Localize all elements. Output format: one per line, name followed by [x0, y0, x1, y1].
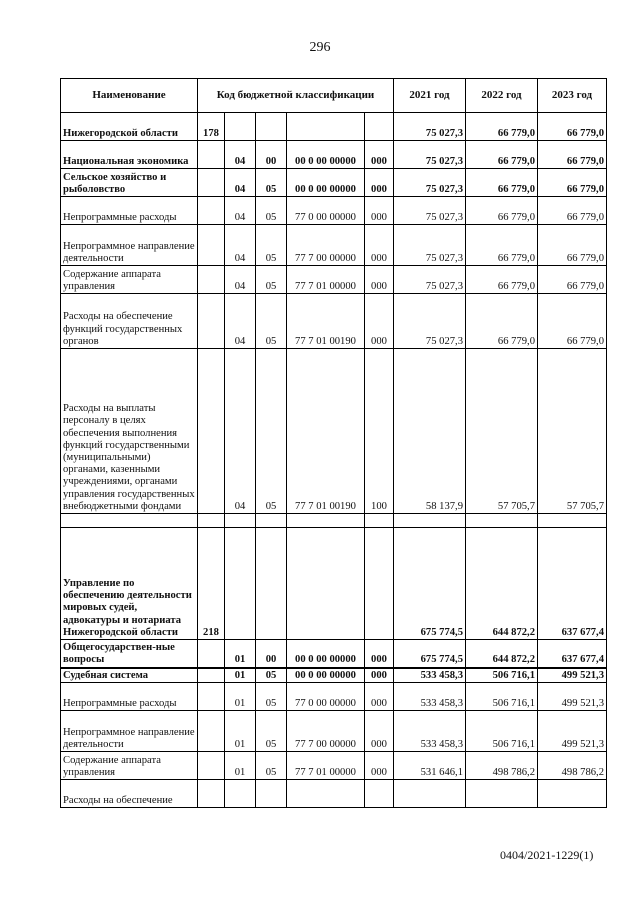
cell-v2023: 66 779,0 [538, 197, 607, 225]
cell-sub [256, 113, 287, 141]
cell-org: 178 [198, 113, 225, 141]
table-header [61, 79, 607, 113]
cell-exp: 000 [365, 169, 394, 197]
cell-name: Непрограммное направление деятельности [61, 711, 198, 752]
cell-sub: 05 [256, 266, 287, 294]
cell-v2021: 75 027,3 [394, 197, 466, 225]
table-body [61, 113, 607, 808]
budget-table [60, 78, 607, 808]
cell-name: Сельское хозяйство и рыболовство [61, 169, 198, 197]
cell-v2023: 57 705,7 [538, 349, 607, 514]
table-row [61, 294, 607, 349]
cell-v2021: 75 027,3 [394, 294, 466, 349]
cell-v2022: 66 779,0 [466, 197, 538, 225]
cell-exp [365, 514, 394, 528]
cell-art: 00 0 00 00000 [287, 668, 365, 683]
cell-sub [256, 514, 287, 528]
table-row [61, 514, 607, 528]
cell-sec [225, 113, 256, 141]
cell-v2022: 644 872,2 [466, 640, 538, 668]
cell-sub: 05 [256, 752, 287, 780]
cell-v2021 [394, 514, 466, 528]
cell-org [198, 640, 225, 668]
cell-v2021: 533 458,3 [394, 683, 466, 711]
cell-name: Расходы на обеспечение [61, 780, 198, 808]
cell-v2023: 66 779,0 [538, 294, 607, 349]
cell-org [198, 141, 225, 169]
page-number: 296 [309, 40, 331, 55]
cell-v2022: 66 779,0 [466, 113, 538, 141]
cell-v2023: 66 779,0 [538, 266, 607, 294]
cell-sec [225, 514, 256, 528]
cell-v2023: 66 779,0 [538, 113, 607, 141]
header-code: Код бюджетной классификации [198, 79, 394, 113]
cell-sub: 05 [256, 197, 287, 225]
header-name: Наименование [61, 79, 198, 113]
cell-v2021: 531 646,1 [394, 752, 466, 780]
cell-art: 77 7 01 00000 [287, 752, 365, 780]
cell-v2021: 75 027,3 [394, 169, 466, 197]
cell-sub [256, 528, 287, 640]
cell-art [287, 113, 365, 141]
cell-v2021: 75 027,3 [394, 141, 466, 169]
cell-v2022: 66 779,0 [466, 266, 538, 294]
table-row [61, 683, 607, 711]
table-row [61, 780, 607, 808]
cell-exp: 000 [365, 197, 394, 225]
cell-sec: 01 [225, 711, 256, 752]
cell-name: Непрограммные расходы [61, 197, 198, 225]
cell-sub [256, 780, 287, 808]
cell-sub: 05 [256, 294, 287, 349]
cell-exp: 100 [365, 349, 394, 514]
cell-v2023 [538, 514, 607, 528]
cell-exp: 000 [365, 711, 394, 752]
cell-art: 77 0 00 00000 [287, 197, 365, 225]
cell-exp: 000 [365, 668, 394, 683]
cell-v2023: 66 779,0 [538, 169, 607, 197]
cell-sec: 04 [225, 266, 256, 294]
table-row [61, 225, 607, 266]
table-row [61, 266, 607, 294]
cell-sec [225, 528, 256, 640]
cell-exp [365, 528, 394, 640]
table-row [61, 169, 607, 197]
cell-name: Расходы на обеспечение функций государственных органов [61, 294, 198, 349]
cell-v2023 [538, 780, 607, 808]
cell-v2023: 499 521,3 [538, 711, 607, 752]
cell-v2021: 58 137,9 [394, 349, 466, 514]
cell-v2023: 66 779,0 [538, 225, 607, 266]
header-2022: 2022 год [466, 79, 538, 113]
table-row [61, 141, 607, 169]
cell-v2022 [466, 514, 538, 528]
cell-exp [365, 780, 394, 808]
cell-v2022: 57 705,7 [466, 349, 538, 514]
table-row [61, 113, 607, 141]
cell-v2022: 66 779,0 [466, 294, 538, 349]
cell-art: 00 0 00 00000 [287, 169, 365, 197]
cell-art [287, 514, 365, 528]
cell-v2023: 499 521,3 [538, 683, 607, 711]
cell-sec: 04 [225, 197, 256, 225]
cell-v2023: 498 786,2 [538, 752, 607, 780]
cell-v2022: 66 779,0 [466, 225, 538, 266]
cell-sec: 04 [225, 169, 256, 197]
cell-v2022: 506 716,1 [466, 668, 538, 683]
cell-sub: 05 [256, 683, 287, 711]
cell-org [198, 668, 225, 683]
cell-exp [365, 113, 394, 141]
cell-v2021: 75 027,3 [394, 266, 466, 294]
cell-v2021: 675 774,5 [394, 640, 466, 668]
cell-name: Содержание аппарата управления [61, 266, 198, 294]
document-code: 0404/2021-1229(1) [500, 848, 594, 862]
cell-v2022 [466, 780, 538, 808]
cell-sec: 04 [225, 225, 256, 266]
cell-org: 218 [198, 528, 225, 640]
table-row [61, 752, 607, 780]
cell-org [198, 197, 225, 225]
cell-v2023: 499 521,3 [538, 668, 607, 683]
cell-sec: 04 [225, 141, 256, 169]
cell-sec: 01 [225, 752, 256, 780]
cell-org [198, 711, 225, 752]
cell-name: Содержание аппарата управления [61, 752, 198, 780]
cell-sub: 05 [256, 349, 287, 514]
cell-sec: 04 [225, 349, 256, 514]
cell-v2022: 506 716,1 [466, 711, 538, 752]
cell-org [198, 169, 225, 197]
cell-art: 77 7 01 00000 [287, 266, 365, 294]
cell-art: 00 0 00 00000 [287, 640, 365, 668]
cell-exp: 000 [365, 752, 394, 780]
cell-name: Непрограммные расходы [61, 683, 198, 711]
table-row [61, 640, 607, 668]
cell-art: 77 0 00 00000 [287, 683, 365, 711]
cell-exp: 000 [365, 683, 394, 711]
cell-org [198, 752, 225, 780]
cell-sub: 05 [256, 668, 287, 683]
cell-sec: 01 [225, 683, 256, 711]
cell-sec [225, 780, 256, 808]
table-row [61, 668, 607, 683]
cell-sub: 05 [256, 225, 287, 266]
cell-exp: 000 [365, 141, 394, 169]
cell-sub: 05 [256, 169, 287, 197]
cell-name [61, 514, 198, 528]
cell-org [198, 683, 225, 711]
cell-art: 77 7 01 00190 [287, 349, 365, 514]
cell-org [198, 294, 225, 349]
cell-org [198, 225, 225, 266]
cell-name: Непрограммное направление деятельности [61, 225, 198, 266]
cell-v2021: 675 774,5 [394, 528, 466, 640]
cell-v2021 [394, 780, 466, 808]
cell-sub: 05 [256, 711, 287, 752]
cell-v2022: 66 779,0 [466, 141, 538, 169]
cell-v2023: 637 677,4 [538, 528, 607, 640]
table-row [61, 349, 607, 514]
cell-v2022: 506 716,1 [466, 683, 538, 711]
cell-art: 77 7 01 00190 [287, 294, 365, 349]
cell-v2021: 533 458,3 [394, 711, 466, 752]
header-2021: 2021 год [394, 79, 466, 113]
cell-exp: 000 [365, 225, 394, 266]
table-row [61, 711, 607, 752]
cell-v2022: 66 779,0 [466, 169, 538, 197]
cell-art: 77 7 00 00000 [287, 225, 365, 266]
cell-art: 00 0 00 00000 [287, 141, 365, 169]
cell-v2023: 637 677,4 [538, 640, 607, 668]
cell-name: Управление по обеспечению деятельности мировых судей, адвокатуры и нотариата Нижегородской области [61, 528, 198, 640]
table-row [61, 197, 607, 225]
cell-v2021: 533 458,3 [394, 668, 466, 683]
cell-name: Общегосударствен-ные вопросы [61, 640, 198, 668]
cell-name: Национальная экономика [61, 141, 198, 169]
cell-name: Расходы на выплаты персоналу в целях обеспечения выполнения функций государственными (муниципальными) органами, казенными учреждениями, органами управления государственных внебюджетными фондами [61, 349, 198, 514]
cell-v2021: 75 027,3 [394, 113, 466, 141]
cell-exp: 000 [365, 294, 394, 349]
cell-name: Судебная система [61, 668, 198, 683]
cell-v2022: 498 786,2 [466, 752, 538, 780]
cell-name: Нижегородской области [61, 113, 198, 141]
cell-exp: 000 [365, 640, 394, 668]
cell-org [198, 514, 225, 528]
cell-sec: 04 [225, 294, 256, 349]
cell-v2023: 66 779,0 [538, 141, 607, 169]
cell-v2022: 644 872,2 [466, 528, 538, 640]
cell-art [287, 780, 365, 808]
cell-art [287, 528, 365, 640]
header-2023: 2023 год [538, 79, 607, 113]
cell-sub: 00 [256, 640, 287, 668]
cell-sec: 01 [225, 640, 256, 668]
cell-v2021: 75 027,3 [394, 225, 466, 266]
cell-org [198, 349, 225, 514]
table-row [61, 528, 607, 640]
cell-art: 77 7 00 00000 [287, 711, 365, 752]
cell-exp: 000 [365, 266, 394, 294]
cell-sub: 00 [256, 141, 287, 169]
cell-org [198, 780, 225, 808]
cell-org [198, 266, 225, 294]
cell-sec: 01 [225, 668, 256, 683]
